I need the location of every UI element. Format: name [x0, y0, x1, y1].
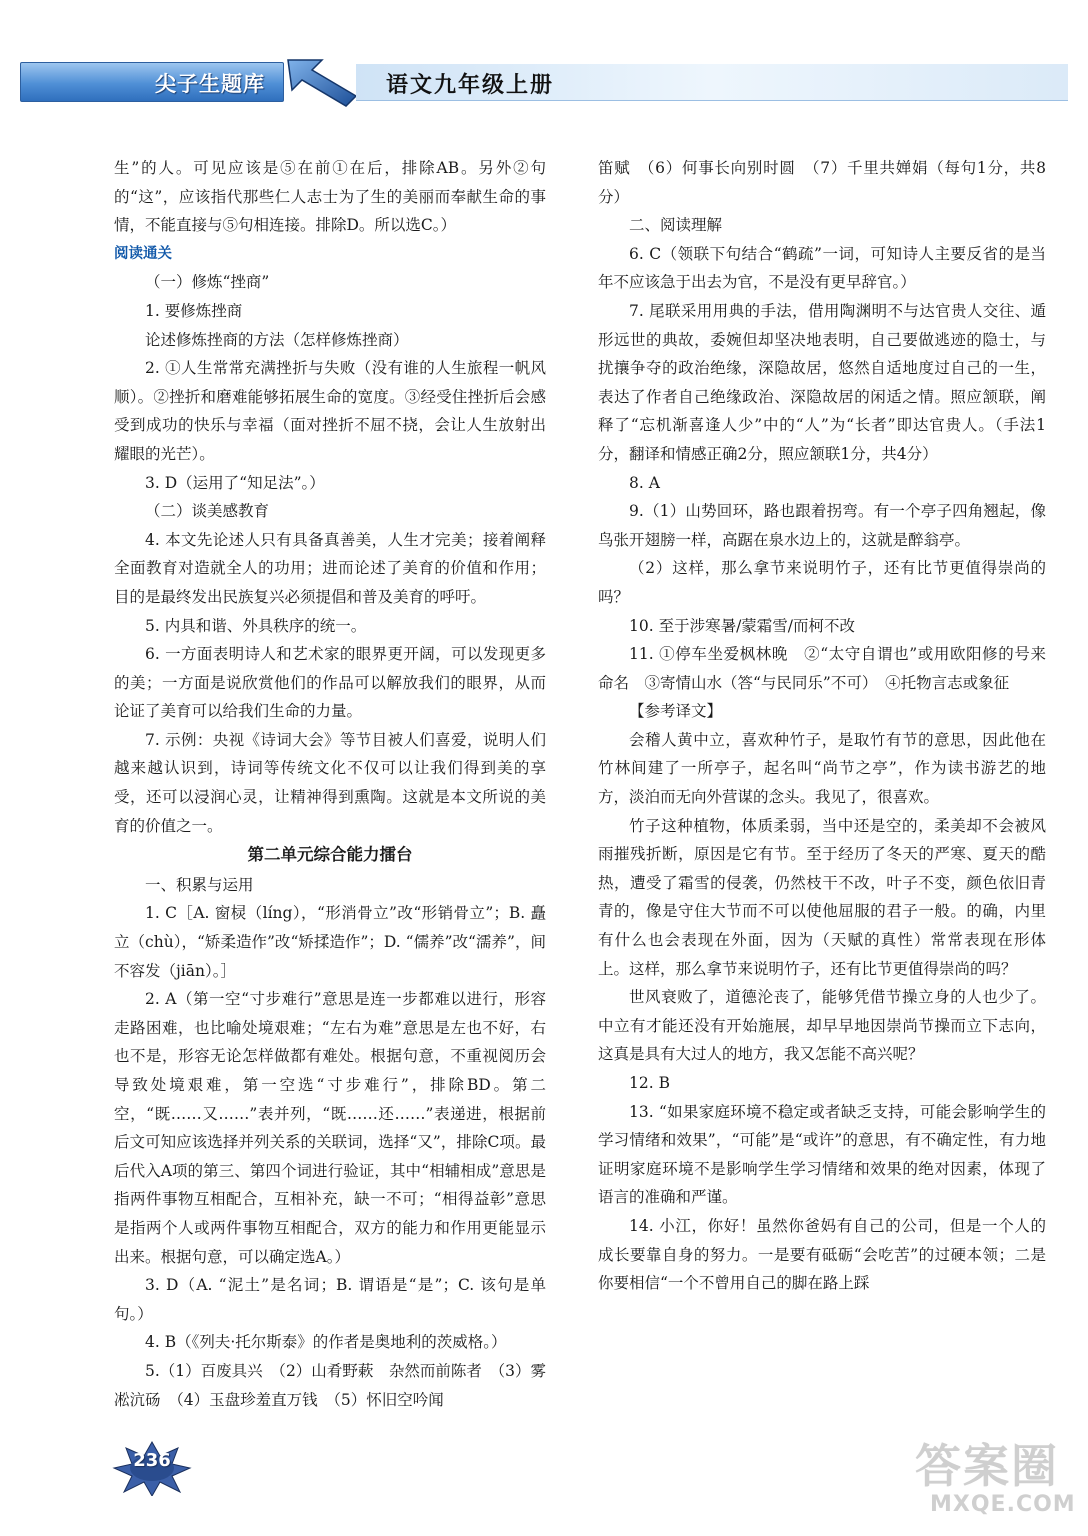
left-column — [114, 154, 546, 1414]
paragraph: 14. 小江，你好！虽然你爸妈有自己的公司，但是一个人的成长要靠自身的努力。一是要有砥砺“会吃苦”的过硬本领；二是你要相信“一个不曾用自己的脚在路上踩 — [598, 1216, 1046, 1293]
paragraph: 一、积累与运用 — [145, 875, 254, 894]
watermark-text: 答案圈 — [915, 1439, 1059, 1493]
paragraph: 7. 尾联采用用典的手法，借用陶渊明不与达官贵人交往、遁形远世的典故，委婉但却坚决地表明，自己要做逃迹的隐士，与扰攘争夺的政治绝缘，深隐故居，悠然自适地度过自己的一生，表达了作者自己绝缘政治、深隐故居的闲适之情。照应颔联，阐释了“忘机渐喜逢人少”中的“人”为“长者”即达官贵人。（手法1分，翻译和情感正确2分，照应颔联1分，共4分） — [598, 301, 1046, 463]
subject-bar — [356, 64, 1068, 101]
paragraph: 论述修炼挫商的方法（怎样修炼挫商） — [145, 330, 409, 349]
paragraph: 8. A — [629, 473, 660, 492]
paragraph: 4. 本文先论述人只有具备真善美，人生才完美；接着阐释全面教育对造就全人的功用；进而论述了美育的价值和作用；目的是最终发出民族复兴必须提倡和普及美育的呼吁。 — [114, 530, 546, 606]
paragraph: 2. A（第一空“寸步难行”意思是连一步都难以进行，形容走路困难，也比喻处境艰难；“左右为难”意思是左也不好，右也不是，形容无论怎样做都有难处。根据句意，不重视阅历会导致处境艰难，第一空选“寸步难行”，排除BD。第二空，“既……又……”表并列，“既……还……”表递进，根据前后文可知应该选择并列关系的关联词，选择“又”，排除C项。最后代入A项的第三、第四个词进行验证，其中“相辅相成”意思是指两件事物互相配合，互相补充，缺一不可；“相得益彰”意思是指两个人或两件事物互相配合，双方的能力和作用更能显示出来。根据句意，可以确定选A。） — [114, 990, 546, 1266]
arrow-icon — [282, 56, 362, 108]
paragraph: 4. B（《列夫·托尔斯泰》的作者是奥地利的茨威格。） — [145, 1333, 507, 1352]
paragraph: 9.（1）山势回环，路也跟着拐弯。有一个亭子四角翘起，像鸟张开翅膀一样，高踞在泉水边上的，这就是醉翁亭。 — [598, 502, 1046, 549]
watermark — [900, 1430, 1075, 1530]
paragraph: 5.（1）百废具兴 （2）山肴野蔌 杂然而前陈者 （3）雾凇沆砀 （4）玉盘珍羞直万钱 （5）怀旧空吟闻 — [114, 1361, 546, 1409]
series-badge — [20, 62, 284, 102]
paragraph: （一）修炼“挫商” — [145, 273, 270, 292]
paragraph: 3. D（运用了“知足法”。） — [145, 473, 325, 492]
paragraph: 6. 一方面表明诗人和艺术家的眼界更开阔，可以发现更多的美；一方面是说欣赏他们的作品可以解放我们的眼界，从而论证了美育可以给我们生命的力量。 — [114, 645, 546, 721]
paragraph: 生”的人。可见应该是⑤在前①在后，排除AB。另外②句的“这”，应该指代那些仁人志士为了生的美丽而奉献生命的事情，不能直接与⑤句相连接。排除D。所以选C。） — [114, 159, 546, 235]
section-heading: 阅读通关 — [114, 245, 172, 262]
series-title: 尖子生题库 — [155, 72, 265, 96]
watermark-url: MXQE.COM — [930, 1492, 1076, 1517]
paragraph: 【参考译文】 — [629, 702, 723, 721]
paragraph: 3. D（A. “泥土”是名词；B. 谓语是“是”；C. 该句是单句。） — [114, 1276, 546, 1323]
paragraph: 12. B — [629, 1074, 670, 1092]
paragraph: 1. C［A. 窗棂（líng），“形消骨立”改“形销骨立”；B. 矗立（chù），“矫柔造作”改“矫揉造作”；D. “儒养”改“濡养”，间不容发（jiān）。］ — [114, 904, 546, 980]
paragraph: 会稽人黄中立，喜欢种竹子，是取竹有节的意思，因此他在竹林间建了一所亭子，起名叫“尚节之亭”，作为读书游艺的地方，淡泊而无向外营谋的念头。我见了，很喜欢。 — [598, 730, 1046, 807]
paragraph: 2. ①人生常常充满挫折与失败（没有谁的人生旅程一帆风顺）。②挫折和磨难能够拓展生命的宽度。③经受住挫折后会感受到成功的快乐与幸福（面对挫折不屈不挠，会让人生放射出耀眼的光芒）。 — [114, 359, 546, 463]
paragraph: 10. 至于涉寒暑/蒙霜雪/而柯不改 — [629, 616, 856, 635]
page-number-badge — [112, 1440, 192, 1496]
paragraph: 13. “如果家庭环境不稳定或者缺乏支持，可能会影响学生的学习情绪和效果”，“可能”是“或许”的意思，有不确定性，有力地证明家庭环境不是影响学生学习情绪和效果的绝对因素，体现了语言的准确和严谨。 — [598, 1102, 1046, 1207]
paragraph: 5. 内具和谐、外具秩序的统一。 — [145, 616, 367, 635]
paragraph: 世风衰败了，道德沦丧了，能够凭借节操立身的人也少了。中立有才能还没有开始施展，却早早地因崇尚节操而立下志向，这真是具有大过人的地方，我又怎能不高兴呢？ — [598, 988, 1046, 1064]
paragraph: 6. C（领联下句结合“鹤疏”一词，可知诗人主要反省的是当年不应该急于出去为官，不是没有更早辞官。） — [598, 244, 1046, 292]
paragraph: 7. 示例：央视《诗词大会》等节目被人们喜爱，说明人们越来越认识到，诗词等传统文化不仅可以让我们得到美的享受，还可以浸润心灵，让精神得到熏陶。这就是本文所说的美育的价值之一。 — [114, 730, 546, 835]
paragraph: （二）谈美感教育 — [145, 502, 270, 521]
paragraph: 笛赋 （6）何事长向别时圆 （7）千里共婵娟（每句1分，共8分） — [598, 159, 1046, 206]
paragraph: 11. ①停车坐爱枫林晚 ②“太守自谓也”或用欧阳修的号来命名 ③寄情山水（答“与民同乐”不可） ④托物言志或象征 — [598, 645, 1046, 692]
page-number: 236 — [133, 1450, 171, 1471]
paragraph: 竹子这种植物，体质柔弱，当中还是空的，柔美却不会被风雨摧残折断，原因是它有节。至于经历了冬天的严寒、夏天的酷热，遭受了霜雪的侵袭，仍然枝干不改，叶子不变，颜色依旧青青的，像是守住大节而不可以使他屈服的君子一般。的确，内里有什么也会表现在外面，因为（天赋的真性）常常表现在形体上。这样，那么拿节来说明竹子，还有比节更值得崇尚的吗？ — [598, 816, 1046, 978]
page-header — [20, 62, 1068, 102]
right-column — [598, 154, 1046, 1298]
paragraph: （2）这样，那么拿节来说明竹子，还有比节更值得崇尚的吗？ — [598, 559, 1046, 606]
subject-title: 语文九年级上册 — [386, 73, 555, 98]
section-title: 第二单元综合能力擂台 — [247, 845, 413, 865]
paragraph: 二、阅读理解 — [629, 216, 723, 235]
paragraph: 1. 要修炼挫商 — [145, 301, 243, 320]
